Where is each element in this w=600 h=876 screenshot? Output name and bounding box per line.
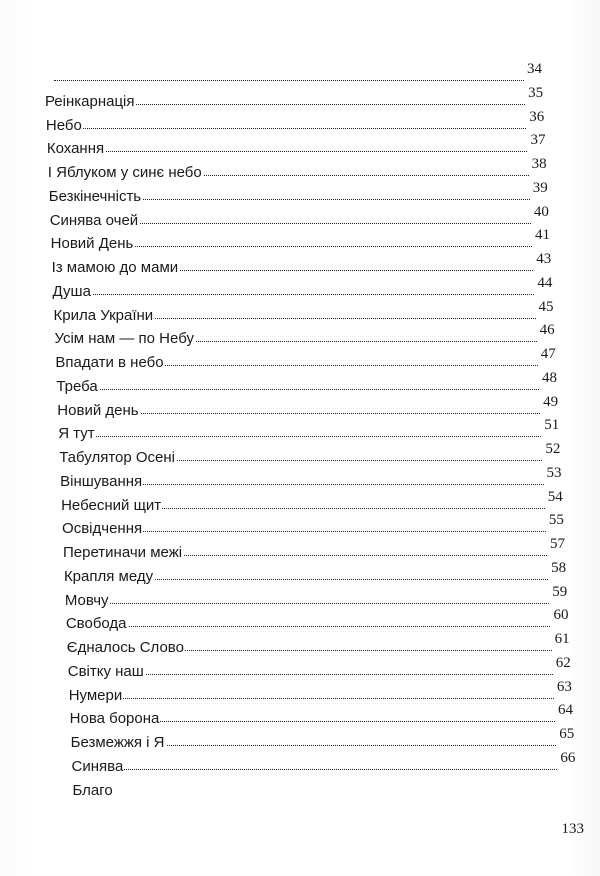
toc-entry-page: 47 xyxy=(540,346,556,362)
toc-entry-title: Я тут xyxy=(58,425,95,443)
toc-entry-title: Небесний щит xyxy=(61,496,162,514)
toc-entry-page: 62 xyxy=(555,654,571,671)
toc-entry-page: 35 xyxy=(528,84,544,101)
toc-entry-page: 34 xyxy=(527,61,542,77)
toc-entry-title: Нова борона xyxy=(69,710,160,728)
toc-entry-page: 37 xyxy=(530,132,546,149)
toc-entry-title: Благо xyxy=(72,781,113,799)
toc-entry-title: Мовчу xyxy=(64,591,109,609)
toc-entry-page: 65 xyxy=(559,726,575,742)
toc-entry-page: 40 xyxy=(533,203,549,220)
toc-entry-title: Синява очей xyxy=(49,211,139,229)
toc-entry-page: 55 xyxy=(548,512,564,529)
toc-entry-page: 38 xyxy=(531,156,547,172)
toc-entry-title: Перетиначи межі xyxy=(63,544,183,561)
toc-entry-title: Душа xyxy=(52,282,91,300)
toc-entry-page: 61 xyxy=(554,631,570,647)
toc-entry-page: 46 xyxy=(539,322,555,339)
toc-entry-title: Новий день xyxy=(57,401,139,419)
toc-entry-title: Свобода xyxy=(65,615,127,633)
toc-entry-page: 52 xyxy=(545,441,561,457)
toc-entry-page: 44 xyxy=(537,274,553,291)
toc-entry-page: 59 xyxy=(552,583,568,600)
toc-entry-page: 39 xyxy=(532,179,548,196)
toc-entry-title: Впадати в небо xyxy=(55,354,164,371)
toc-entry-title: Кохання xyxy=(46,140,105,158)
toc-entry-page: 43 xyxy=(536,251,552,267)
toc-entry-page: 60 xyxy=(553,607,569,624)
toc-entry-title: Реінкарнація xyxy=(44,92,135,110)
toc-entry-page: 36 xyxy=(529,108,545,125)
toc-entry-title: І Яблуком у синє небо xyxy=(47,164,202,181)
toc-entry-title: Безмежжя і Я xyxy=(70,734,165,751)
toc-entry-page: 63 xyxy=(556,678,572,695)
toc-entry-page: 54 xyxy=(547,488,563,505)
toc-entry xyxy=(0,757,600,797)
toc-entry-title: Усім нам — по Небу xyxy=(54,330,194,348)
toc-entry-title: Небо xyxy=(45,116,82,134)
toc-entry-page: 51 xyxy=(544,417,560,434)
toc-entry-page: 57 xyxy=(550,536,565,552)
toc-entry-title: Новий День xyxy=(50,235,134,253)
toc-entry-page: 64 xyxy=(558,702,574,719)
toc-entry-title: Табулятор Осені xyxy=(59,449,176,466)
toc-entry-page: 48 xyxy=(541,369,557,386)
toc-entry-page: 53 xyxy=(546,464,562,481)
page-number: 133 xyxy=(561,821,584,837)
toc-entry-title: Крила України xyxy=(53,306,154,324)
toc-entry-title: Безкінечність xyxy=(48,187,142,205)
toc-entry-title: Єдналось Слово xyxy=(66,639,184,656)
toc-entry-title: Освідчення xyxy=(62,520,143,538)
toc-entry-title: Синява xyxy=(71,757,124,775)
toc-entry-title: Із мамою до мами xyxy=(51,259,179,276)
toc-entry-title: Треба xyxy=(56,377,98,395)
toc-entry-page: 49 xyxy=(543,393,559,410)
toc-entry-title: Віншування xyxy=(60,472,143,490)
toc-entry-page: 45 xyxy=(538,298,554,315)
toc-entry-page: 58 xyxy=(551,559,567,576)
toc-entry-page: 41 xyxy=(535,227,551,244)
toc-entry-title: Світку наш xyxy=(67,662,144,680)
toc-entry-title: Нумери xyxy=(68,686,123,704)
toc-entry-title: Крапля меду xyxy=(63,567,154,585)
toc-entry-page: 66 xyxy=(560,749,576,766)
